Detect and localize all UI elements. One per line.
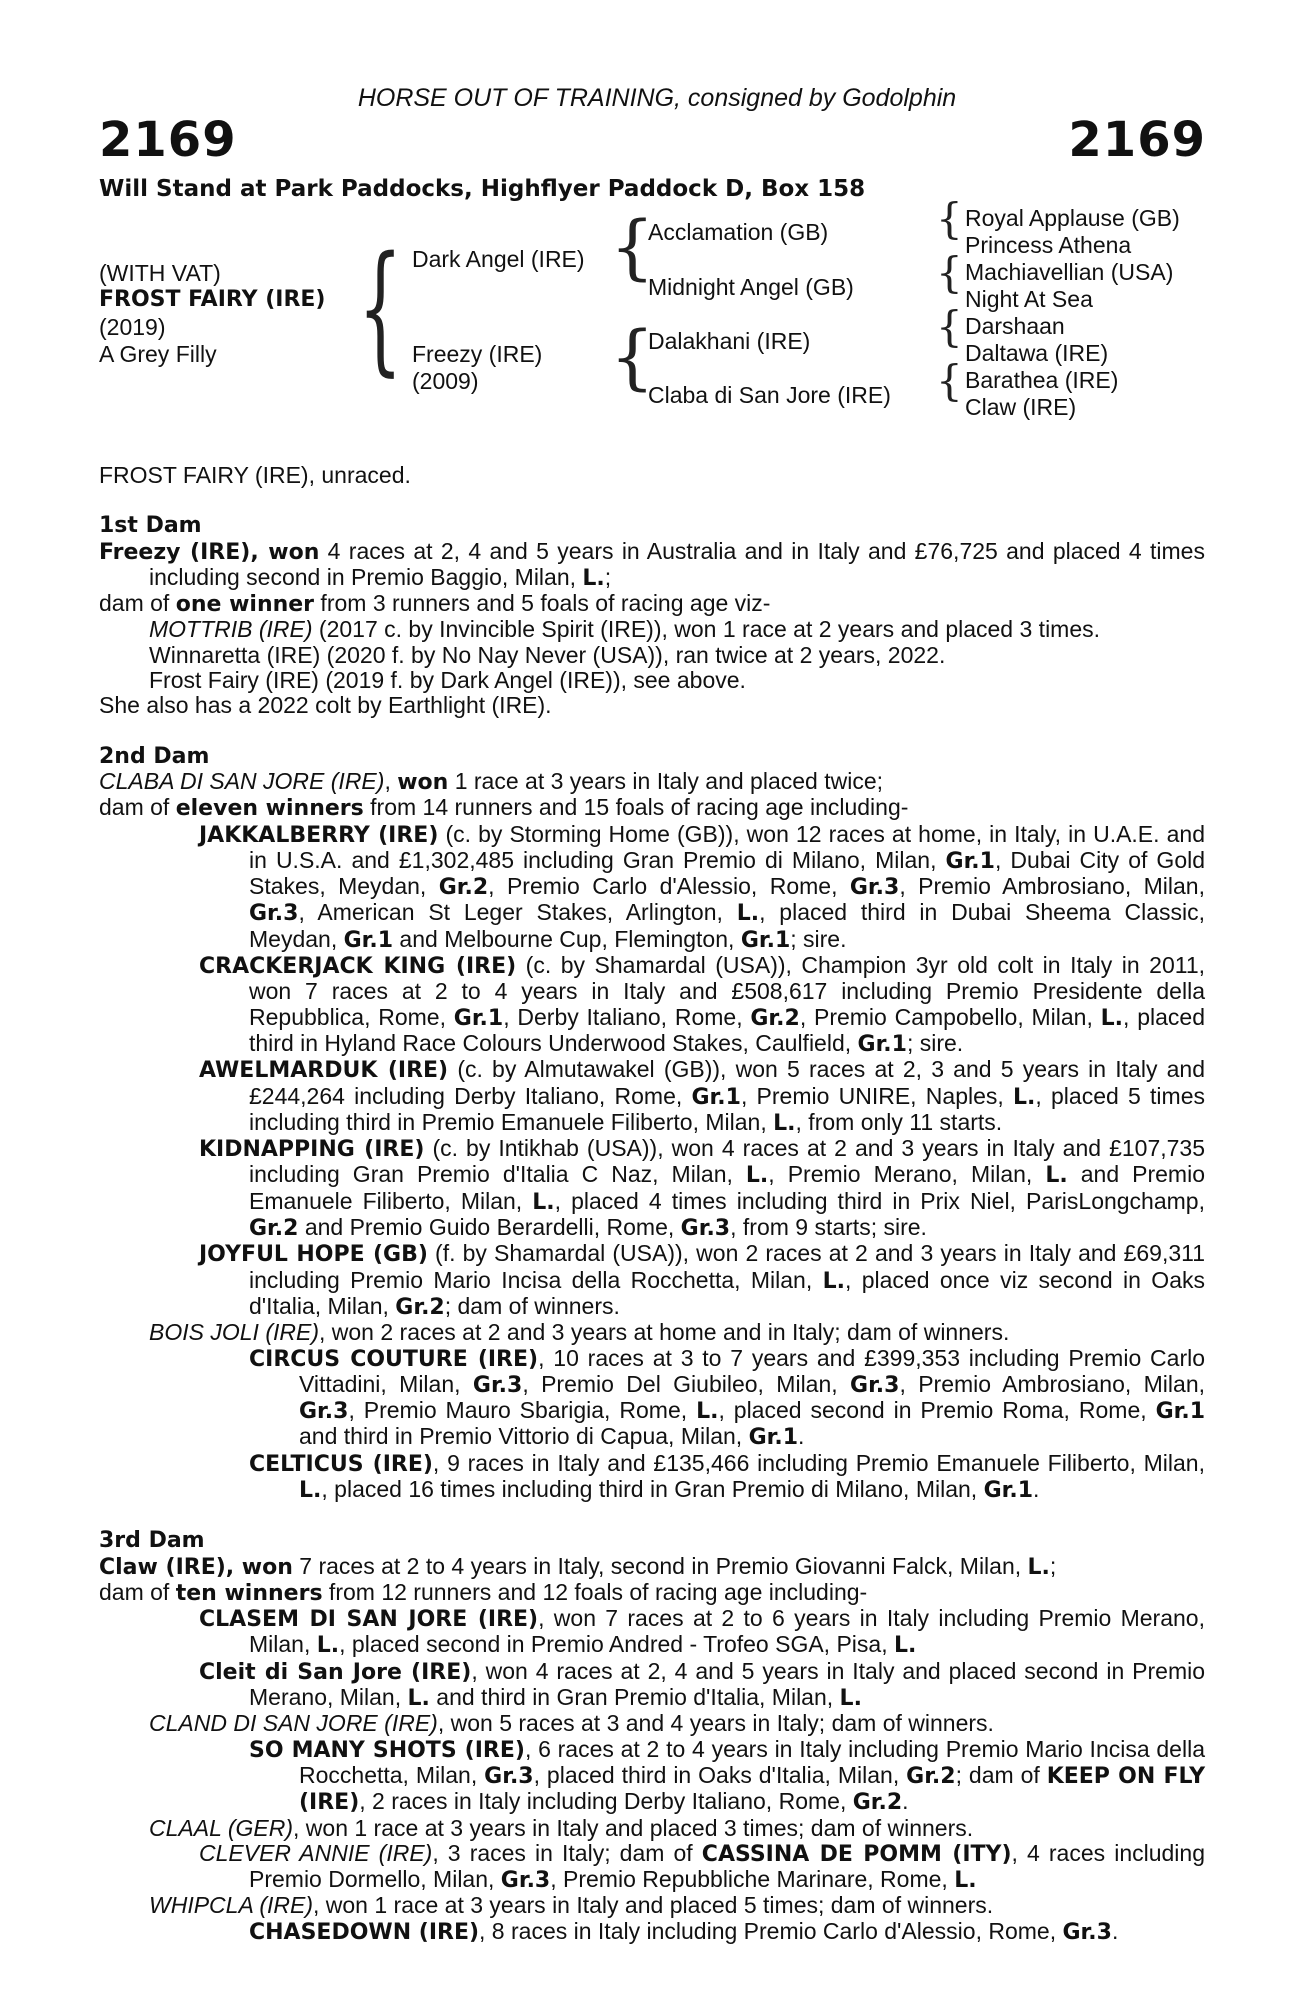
dd-sire: Barathea (IRE) xyxy=(965,367,1119,393)
list-item: CELTICUS (IRE), 9 races in Italy and £135,466 including Premio Emanuele Filiberto, Milan, L., placed 16 times including third in Gran Premio di Milano, Milan, Gr.1. xyxy=(249,1449,1205,1503)
list-item: MOTTRIB (IRE) (2017 c. by Invincible Spirit (IRE)), won 1 race at 2 years and placed 3 times. xyxy=(149,616,1101,643)
brace-ds: { xyxy=(936,302,963,351)
second-dam-record: CLABA DI SAN JORE (IRE), won 1 race at 3 years in Italy and placed twice; xyxy=(99,767,884,795)
sire-sire: Acclamation (GB) xyxy=(648,219,829,245)
list-item: CRACKERJACK KING (IRE) (c. by Shamardal (USA)), Champion 3yr old colt in Italy in 2011, won 7 races at 2 to 4 years in Italy and £508,617 including Premio Presidente della Repubblica, Rome, Gr.1, Derby Italiano, Rome, Gr.2, Premio Campobello, Milan, L., placed third in Hyland Race Colours Underwood Stakes, Caulfield, Gr.1; sire. xyxy=(199,952,1205,1057)
third-dam-heading: 3rd Dam xyxy=(99,1528,205,1554)
first-dam-heading: 1st Dam xyxy=(99,513,202,539)
first-dam-record: Freezy (IRE), won 4 races at 2, 4 and 5 years in Australia and in Italy and £76,725 and placed 4 times including second in Premio Baggio, Milan, L.; xyxy=(99,537,1205,591)
brace-dd: { xyxy=(936,356,963,405)
brace-dam: { xyxy=(610,316,655,398)
sire-name: Dark Angel (IRE) xyxy=(412,246,585,272)
list-item: AWELMARDUK (IRE) (c. by Almutawakel (GB)), won 5 races at 2, 3 and 5 years in Italy and £244,264 including Derby Italiano, Rome, Gr.1, Premio UNIRE, Naples, L., placed 5 times including third in Premio Emanuele Filiberto, Milan, L., from only 11 starts. xyxy=(199,1056,1206,1136)
sire-dam: Midnight Angel (GB) xyxy=(648,274,854,300)
foaling-year: (2019) xyxy=(99,314,166,340)
catalogue-body xyxy=(99,463,1205,1945)
list-item: CLASEM DI SAN JORE (IRE), won 7 races at 2 to 6 years in Italy including Premio Merano, Milan, L., placed second in Premio Andred - Trofeo SGA, Pisa, L. xyxy=(199,1605,1205,1659)
list-item: Frost Fairy (IRE) (2019 f. by Dark Angel (IRE)), see above. xyxy=(149,667,746,694)
dam-year: (2009) xyxy=(412,368,479,394)
list-item: Winnaretta (IRE) (2020 f. by No Nay Never (USA)), ran twice at 2 years, 2022. xyxy=(149,641,946,668)
brace-gen1: { xyxy=(358,226,403,390)
list-item: Cleit di San Jore (IRE), won 4 races at 2, 4 and 5 years in Italy and placed second in Premio Merano, Milan, L. and third in Gran Premio d'Italia, Milan, L. xyxy=(199,1657,1205,1712)
list-item: JOYFUL HOPE (GB) (f. by Shamardal (USA)), won 2 races at 2 and 3 years in Italy and £69,311 including Premio Mario Incisa della Rocchetta, Milan, L., placed once viz second in Oaks d'Italia, Milan, Gr.2; dam of winners. xyxy=(199,1240,1206,1320)
list-item: CLAND DI SAN JORE (IRE), won 5 races at 3 and 4 years in Italy; dam of winners. xyxy=(149,1710,994,1737)
consignment-line: HORSE OUT OF TRAINING, consigned by Godolphin xyxy=(357,84,957,112)
second-dam-heading: 2nd Dam xyxy=(99,743,210,769)
horse-description: A Grey Filly xyxy=(99,341,217,367)
first-dam-produce: dam of one winner from 3 runners and 5 foals of racing age viz- xyxy=(99,590,771,618)
list-item: KIDNAPPING (IRE) (c. by Intikhab (USA)), won 4 races at 2 and 3 years in Italy and £107,735 including Gran Premio d'Italia C Naz, Milan, L., Premio Merano, Milan, L. and Premio Emanuele Filiberto, Milan, L., placed 4 times including third in Prix Niel, ParisLongchamp, Gr.2 and Premio Guido Berardelli, Rome, Gr.3, from 9 starts; sire. xyxy=(199,1135,1205,1242)
brace-ss: { xyxy=(936,194,963,243)
list-item: CIRCUS COUTURE (IRE), 10 races at 3 to 7 years and £399,353 including Premio Carlo Vittadini, Milan, Gr.3, Premio Del Giubileo, Milan, Gr.3, Premio Ambrosiano, Milan, Gr.3, Premio Mauro Sbarigia, Rome, L., placed second in Premio Roma, Rome, Gr.1 and third in Premio Vittorio di Capua, Milan, Gr.1. xyxy=(249,1344,1206,1451)
list-item: CHASEDOWN (IRE), 8 races in Italy including Premio Carlo d'Alessio, Rome, Gr.3. xyxy=(249,1917,1119,1945)
sd-dam: Night At Sea xyxy=(965,286,1093,312)
lot-number-right: 2169 xyxy=(1068,112,1206,168)
list-item: CLAAL (GER), won 1 race at 3 years in Italy and placed 3 times; dam of winners. xyxy=(149,1814,974,1841)
third-dam-record: Claw (IRE), won 7 races at 2 to 4 years in Italy, second in Premio Giovanni Falck, Milan, L.; xyxy=(99,1552,1057,1580)
list-item: JAKKALBERRY (IRE) (c. by Storming Home (GB)), won 12 races at home, in Italy, in U.A.E. and in U.S.A. and £1,302,485 including Gran Premio di Milano, Milan, Gr.1, Dubai City of Gold Stakes, Meydan, Gr.2, Premio Carlo d'Alessio, Rome, Gr.3, Premio Ambrosiano, Milan, Gr.3, American St Leger Stakes, Arlington, L., placed third in Dubai Sheema Classic, Meydan, Gr.1 and Melbourne Cup, Flemington, Gr.1; sire. xyxy=(199,820,1206,953)
dam-dam: Claba di San Jore (IRE) xyxy=(648,382,891,408)
ds-dam: Daltawa (IRE) xyxy=(965,340,1109,366)
ss-dam: Princess Athena xyxy=(965,232,1132,258)
list-item: BOIS JOLI (IRE), won 2 races at 2 and 3 years at home and in Italy; dam of winners. xyxy=(149,1319,1010,1346)
brace-sire: { xyxy=(610,206,655,288)
dam-sire: Dalakhani (IRE) xyxy=(648,328,811,354)
dam-name: Freezy (IRE) xyxy=(412,341,543,367)
third-dam-produce: dam of ten winners from 12 runners and 12 foals of racing age including- xyxy=(99,1578,868,1606)
list-item: CLEVER ANNIE (IRE), 3 races in Italy; dam of CASSINA DE POMM (ITY), 4 races including Premio Dormello, Milan, Gr.3, Premio Repubbliche Marinare, Rome, L. xyxy=(199,1839,1206,1894)
ds-sire: Darshaan xyxy=(965,313,1065,339)
lot-number-left: 2169 xyxy=(99,112,237,168)
vat-note: (WITH VAT) xyxy=(99,260,221,286)
list-item: SO MANY SHOTS (IRE), 6 races at 2 to 4 years in Italy including Premio Mario Incisa della Rocchetta, Milan, Gr.3, placed third in Oaks d'Italia, Milan, Gr.2; dam of KEEP ON FLY (IRE), 2 races in Italy including Derby Italiano, Rome, Gr.2. xyxy=(249,1735,1205,1816)
dd-dam: Claw (IRE) xyxy=(965,394,1077,420)
list-item: WHIPCLA (IRE), won 1 race at 3 years in Italy and placed 5 times; dam of winners. xyxy=(149,1892,994,1919)
intro-line: FROST FAIRY (IRE), unraced. xyxy=(99,462,411,488)
stand-location: Will Stand at Park Paddocks, Highflyer Paddock D, Box 158 xyxy=(99,176,866,202)
second-dam-produce: dam of eleven winners from 14 runners and 15 foals of racing age including- xyxy=(99,794,909,822)
brace-sd: { xyxy=(936,248,963,297)
horse-name: FROST FAIRY (IRE) xyxy=(99,287,326,312)
ss-sire: Royal Applause (GB) xyxy=(965,205,1180,231)
sd-sire: Machiavellian (USA) xyxy=(965,259,1174,285)
also-line: She also has a 2022 colt by Earthlight (IRE). xyxy=(99,692,552,719)
